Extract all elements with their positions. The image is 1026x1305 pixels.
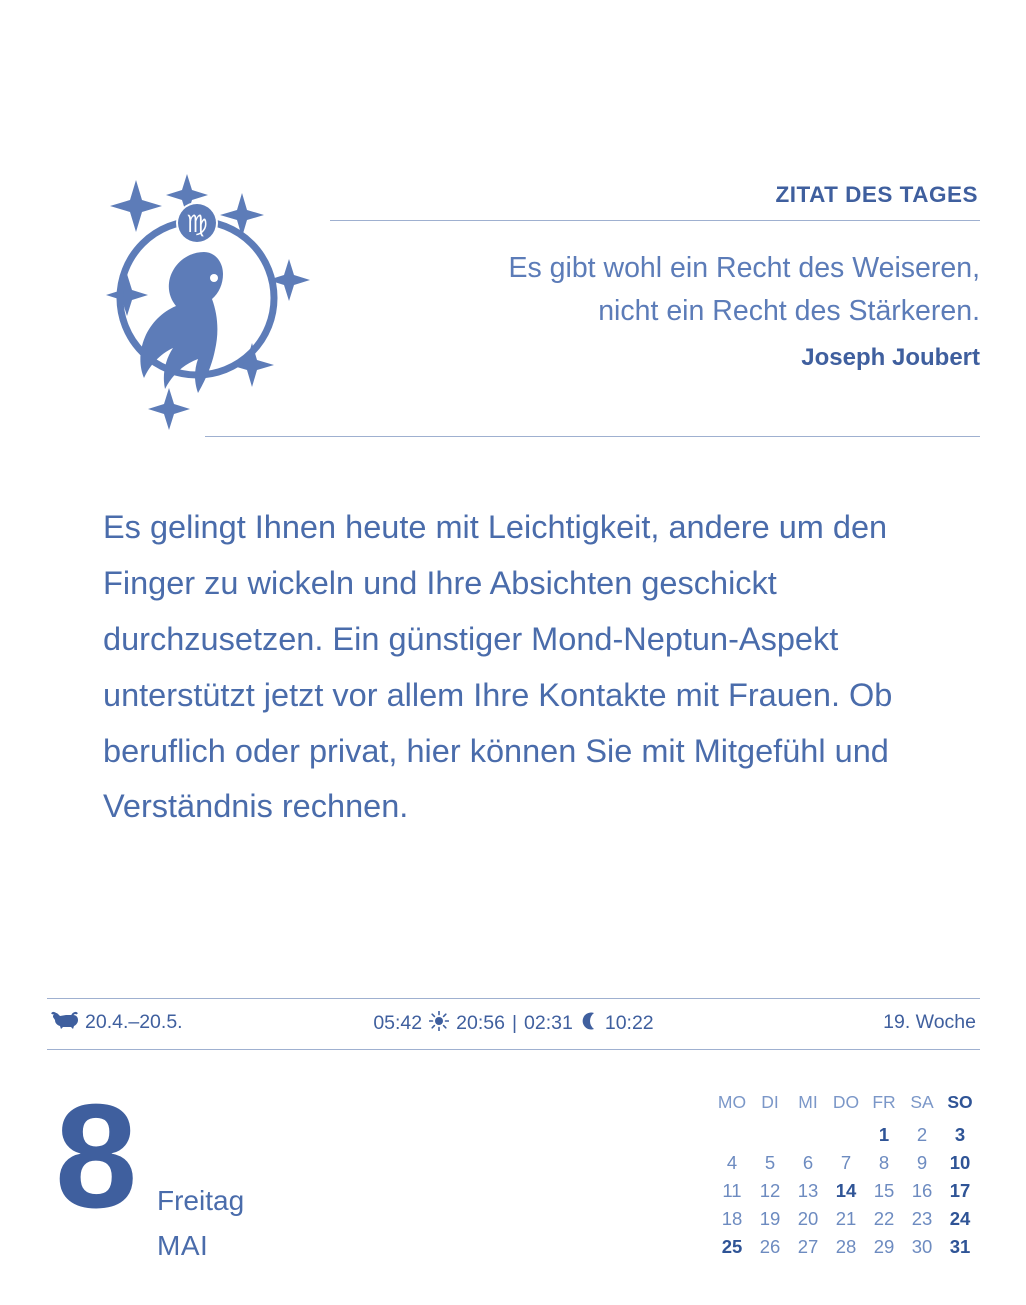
calendar-week-row	[713, 1233, 979, 1261]
calendar-day[interactable]: 18	[721, 1208, 743, 1229]
moon-icon	[580, 1011, 598, 1036]
calendar-day[interactable]	[713, 1121, 751, 1149]
calendar-day[interactable]: 12	[759, 1180, 781, 1201]
calendar-day[interactable]: 31	[949, 1236, 971, 1257]
calendar-day[interactable]: 23	[911, 1208, 933, 1229]
moonrise-time: 02:31	[524, 1011, 573, 1034]
calendar-week-row	[713, 1205, 979, 1233]
calendar-day[interactable]: 1	[878, 1124, 890, 1145]
calendar-day[interactable]: 19	[759, 1208, 781, 1229]
quote-line-2: nicht ein Recht des Stärkeren.	[598, 295, 980, 328]
calendar-day[interactable]: 29	[873, 1236, 895, 1257]
calendar-header-row	[713, 1088, 979, 1121]
quote-heading: ZITAT DES TAGES	[775, 182, 978, 207]
calendar-day[interactable]: 10	[949, 1152, 971, 1173]
horoscope-text: Es gelingt Ihnen heute mit Leichtigkeit, andere um den Finger zu wickeln und Ihre Absichten geschickt durchzusetzen. Ein günstiger Mond-Neptun-Aspekt unterstützt jetzt vor allem Ihre Kontakte mit Frauen. Ob beruflich oder privat, hier können Sie mit Mitgefühl und Verständnis rechnen.	[103, 509, 893, 825]
calendar-day[interactable]: 14	[835, 1180, 857, 1201]
calendar-day[interactable]: 21	[835, 1208, 857, 1229]
zodiac-range-label: 20.4.–20.5.	[85, 1011, 183, 1034]
calendar-header-do: DO	[832, 1091, 860, 1112]
calendar-day[interactable]: 6	[802, 1152, 814, 1173]
calendar-day[interactable]: 5	[764, 1152, 776, 1173]
mini-calendar	[713, 1088, 979, 1261]
calendar-week-row	[713, 1121, 979, 1149]
sun-moon-times	[47, 1011, 980, 1036]
calendar-day[interactable]	[751, 1121, 789, 1149]
quote-bottom-rule	[205, 436, 980, 437]
calendar-header-fr: FR	[872, 1091, 896, 1112]
calendar-day[interactable]: 9	[916, 1152, 928, 1173]
calendar-header-mi: MI	[798, 1091, 818, 1112]
calendar-day[interactable]: 8	[878, 1152, 890, 1173]
month-label: MAI	[157, 1230, 209, 1261]
quote-section	[0, 160, 1026, 460]
calendar-day[interactable]: 20	[797, 1208, 819, 1229]
calendar-day[interactable]: 27	[797, 1236, 819, 1257]
virgo-zodiac-emblem	[62, 170, 322, 430]
quote-block	[330, 182, 980, 372]
quote-author: Joseph Joubert	[801, 343, 980, 371]
time-separator: |	[511, 1011, 518, 1034]
calendar-week-row	[713, 1149, 979, 1177]
calendar-day[interactable]	[827, 1121, 865, 1149]
svg-text:♍: ♍	[186, 210, 208, 238]
moonset-time: 10:22	[604, 1011, 654, 1034]
calendar-day[interactable]: 25	[721, 1236, 743, 1257]
quote-text	[330, 247, 980, 334]
calendar-day[interactable]: 16	[911, 1180, 933, 1201]
calendar-day[interactable]: 3	[954, 1124, 966, 1145]
calendar-day[interactable]: 22	[873, 1208, 895, 1229]
calendar-week-row	[713, 1177, 979, 1205]
calendar-header-di: DI	[761, 1091, 779, 1112]
calendar-day[interactable]: 17	[949, 1180, 971, 1201]
weekday-label: Freitag	[157, 1185, 245, 1216]
calendar-day[interactable]	[789, 1121, 827, 1149]
calendar-day[interactable]: 2	[916, 1124, 928, 1145]
calendar-day[interactable]: 7	[840, 1152, 852, 1173]
day-number: 8	[55, 1074, 136, 1239]
date-block	[47, 1074, 447, 1275]
calendar-day[interactable]: 28	[835, 1236, 857, 1257]
calendar-day[interactable]: 13	[797, 1180, 819, 1201]
quote-top-rule	[330, 220, 980, 221]
calendar-header-so: SO	[947, 1091, 973, 1112]
quote-line-1: Es gibt wohl ein Recht des Weiseren,	[508, 252, 980, 284]
calendar-day[interactable]: 11	[722, 1180, 742, 1201]
sunset-time: 20:56	[456, 1011, 505, 1034]
calendar-header-sa: SA	[910, 1091, 934, 1112]
calendar-day[interactable]: 15	[873, 1180, 895, 1201]
info-bar	[47, 998, 980, 1050]
sun-icon	[429, 1011, 449, 1036]
week-number: 19. Woche	[883, 1011, 976, 1033]
calendar-day[interactable]: 4	[726, 1152, 738, 1173]
calendar-day[interactable]: 26	[759, 1236, 781, 1257]
sunrise-time: 05:42	[373, 1011, 423, 1034]
calendar-day[interactable]: 30	[911, 1236, 933, 1257]
calendar-day[interactable]: 24	[949, 1208, 971, 1229]
calendar-header-mo: MO	[717, 1091, 747, 1112]
